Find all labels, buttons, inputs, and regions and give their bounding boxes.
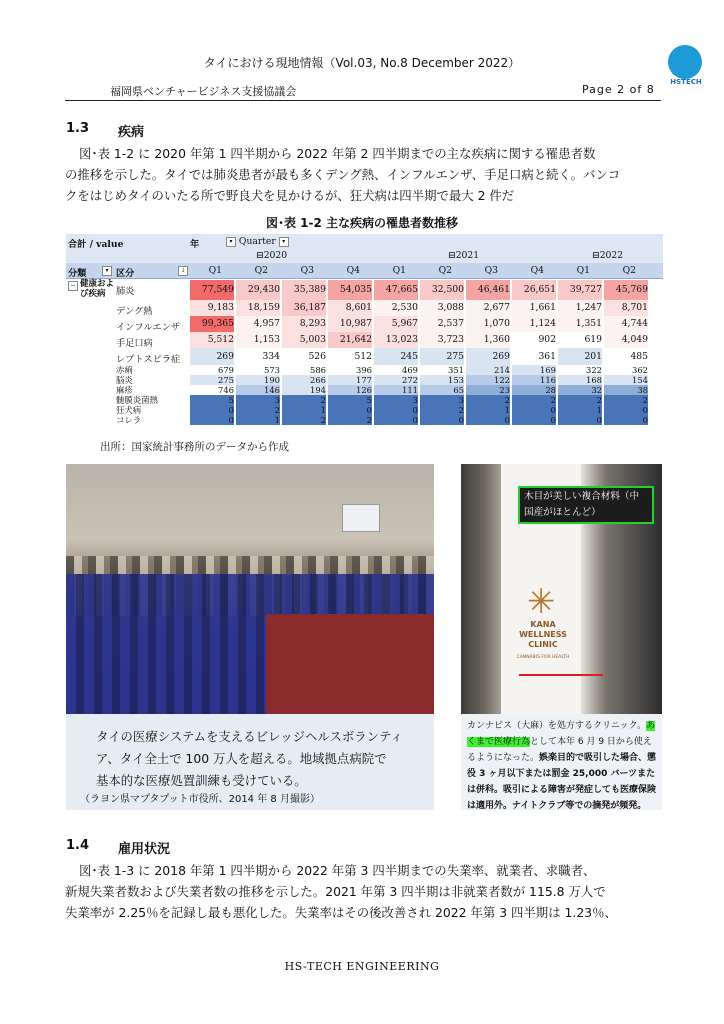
- cannabis-clinic-photo: [461, 464, 662, 714]
- quarter-header: Q1: [208, 265, 222, 276]
- quarter-header: Q4: [346, 265, 360, 276]
- table-cell: 2: [282, 395, 326, 405]
- table-cell: 153: [420, 375, 464, 385]
- table-cell: 8,601: [328, 300, 372, 316]
- table-cell: 2,677: [466, 300, 510, 316]
- logo-text: HSTECH: [670, 78, 702, 86]
- table-cell: 0: [190, 415, 234, 425]
- quarter-filter[interactable]: [226, 236, 289, 247]
- caption-line: 基本的な医療処置訓練も受けている。: [96, 773, 307, 788]
- dropdown-icon[interactable]: ▾: [226, 237, 236, 247]
- table-cell: 266: [282, 375, 326, 385]
- table-cell: 21,642: [328, 332, 372, 348]
- table-cell: 32: [558, 385, 602, 395]
- table-cell: 5: [190, 395, 234, 405]
- page-number: Page 2 of 8: [582, 83, 655, 96]
- projector-screen: [342, 504, 380, 532]
- table-cell: 0: [604, 415, 648, 425]
- filter-icon[interactable]: ▾: [102, 266, 112, 276]
- quarter-header: Q3: [300, 265, 314, 276]
- table-cell: 619: [558, 332, 602, 348]
- table-cell: 154: [604, 375, 648, 385]
- table-cell: 35,389: [282, 280, 326, 300]
- figure-caption: 図･表 1-2 主な疾病の罹患者数推移: [265, 216, 459, 230]
- table-cell: 4,049: [604, 332, 648, 348]
- pivot-sum-label: 合計 / value: [68, 239, 124, 250]
- table-cell: 3,723: [420, 332, 464, 348]
- table-cell: 201: [558, 348, 602, 365]
- year-header-2020[interactable]: ⊟2020: [256, 250, 288, 261]
- table-cell: 36,187: [282, 300, 326, 316]
- table-cell: 1: [236, 415, 280, 425]
- table-cell: 4,957: [236, 316, 280, 332]
- table-cell: 2,537: [420, 316, 464, 332]
- table-cell: 4,744: [604, 316, 648, 332]
- table-cell: 38: [604, 385, 648, 395]
- table-source: 出所：国家統計事務所のデータから作成: [100, 441, 289, 453]
- table-cell: 3: [374, 395, 418, 405]
- table-cell: 245: [374, 348, 418, 365]
- table-cell: 18,159: [236, 300, 280, 316]
- section-title-disease: 疾病: [118, 125, 145, 140]
- table-cell: 2: [558, 395, 602, 405]
- table-cell: 2: [236, 405, 280, 415]
- table-cell: 3: [236, 395, 280, 405]
- table-cell: 1,124: [512, 316, 556, 332]
- col-header-category: 分類: [68, 268, 87, 279]
- table-cell: 469: [374, 365, 418, 375]
- section-number-1-4: 1.4: [66, 838, 90, 853]
- quarter-header: Q2: [438, 265, 452, 276]
- category-label: 健康およ び疾病: [80, 279, 115, 299]
- table-cell: 0: [190, 405, 234, 415]
- table-cell: 526: [282, 348, 326, 365]
- table-cell: 1,360: [466, 332, 510, 348]
- quarter-header: Q1: [392, 265, 406, 276]
- table-cell: 32,500: [420, 280, 464, 300]
- table-cell: 269: [190, 348, 234, 365]
- table-cell: 111: [374, 385, 418, 395]
- section-1-3-paragraph: [65, 143, 663, 206]
- row-label: 赤痢: [116, 365, 133, 375]
- quarter-header: Q1: [576, 265, 590, 276]
- table-cell: 1,070: [466, 316, 510, 332]
- section-number-1-3: 1.3: [66, 121, 90, 136]
- table-cell: 269: [466, 348, 510, 365]
- table-cell: 5: [328, 395, 372, 405]
- table-cell: 1: [558, 405, 602, 415]
- table-cell: 3,088: [420, 300, 464, 316]
- table-cell: 2: [420, 405, 464, 415]
- table-cell: 2: [604, 395, 648, 405]
- table-cell: 322: [558, 365, 602, 375]
- row-label: 麻疹: [116, 385, 133, 395]
- table-cell: 47,665: [374, 280, 418, 300]
- table-cell: 396: [328, 365, 372, 375]
- table-cell: 168: [558, 375, 602, 385]
- table-cell: 0: [512, 405, 556, 415]
- highlighted-text: あくまで医療行為: [467, 721, 656, 747]
- table-cell: 99,365: [190, 316, 234, 332]
- pivot-year-label: 年: [190, 239, 200, 250]
- row-label: 肺炎: [116, 286, 135, 297]
- table-cell: 8,293: [282, 316, 326, 332]
- year-header-2021[interactable]: ⊟2021: [448, 250, 480, 261]
- year-header-2022[interactable]: ⊟2022: [592, 250, 624, 261]
- table-cell: 214: [466, 365, 510, 375]
- table-cell: 39,727: [558, 280, 602, 300]
- photo-credit: （ラヨン県マプタプット市役所、2014 年 8 月撮影）: [80, 794, 320, 805]
- table-cell: 1,351: [558, 316, 602, 332]
- photo-caption-right: カンナビス（大麻）を処方するクリニック。あくまで医療行為として本年 6 月 9 日から使えるようになった。娯楽目的で吸引した場合、懲役 3 ヶ月以下または罰金 25,000 バーツまたは併科。吸引による障害が発症しても医療保険は適用外。ナイトクラブ等での摘発が頻発。: [461, 714, 662, 810]
- clinic-brand: KANA WELLNESS CLINIC CANNABIS FOR HEALTH: [516, 620, 570, 660]
- paragraph-line: 図･表 1-3 に 2018 年第 1 四半期から 2022 年第 3 四半期までの失業率、就業者、求職者、: [79, 863, 596, 878]
- table-cell: 0: [374, 415, 418, 425]
- table-cell: 272: [374, 375, 418, 385]
- table-cell: 13,023: [374, 332, 418, 348]
- document-title: タイにおける現地情報（Vol.03, No.8 December 2022）: [203, 56, 521, 70]
- table-cell: 177: [328, 375, 372, 385]
- table-cell: 116: [512, 375, 556, 385]
- table-cell: 0: [604, 405, 648, 415]
- table-cell: 194: [282, 385, 326, 395]
- quarter-header: Q2: [622, 265, 636, 276]
- table-cell: 1,153: [236, 332, 280, 348]
- table-cell: 0: [466, 415, 510, 425]
- table-cell: 512: [328, 348, 372, 365]
- table-cell: 361: [512, 348, 556, 365]
- caption-line: ア、タイ全土で 100 万人を超える。地域拠点病院で: [96, 751, 387, 766]
- table-cell: 3: [420, 395, 464, 405]
- section-1-4-paragraph: [65, 860, 663, 923]
- table-cell: 0: [512, 415, 556, 425]
- cannabis-leaf-icon: ✳: [527, 582, 556, 622]
- dropdown-icon[interactable]: ▾: [279, 237, 289, 247]
- paragraph-line: の推移を示した。タイでは肺炎患者が最も多くデング熱、インフルエンザ、手足口病と続く。バンコ: [65, 167, 621, 182]
- table-cell: 28: [512, 385, 556, 395]
- table-cell: 122: [466, 375, 510, 385]
- village-health-volunteers-photo: [66, 464, 434, 714]
- table-cell: 573: [236, 365, 280, 375]
- row-label: 狂犬病: [116, 405, 142, 415]
- header-divider: [65, 100, 661, 101]
- table-cell: 362: [604, 365, 648, 375]
- table-cell: 679: [190, 365, 234, 375]
- table-cell: 0: [328, 405, 372, 415]
- table-cell: 5,512: [190, 332, 234, 348]
- row-label: 髄膜炎菌熱: [116, 395, 158, 405]
- paragraph-line: 図･表 1-2 に 2020 年第 1 四半期から 2022 年第 2 四半期までの主な疾病に関する罹患者数: [79, 146, 596, 161]
- footer: HS-TECH ENGINEERING: [284, 960, 440, 973]
- table-cell: 2: [282, 415, 326, 425]
- row-label: デング熱: [116, 306, 153, 317]
- paragraph-line: 新規失業者数および失業者数の推移を示した。2021 年第 3 四半期は非就業者数が 115.8 万人で: [65, 884, 606, 899]
- table-cell: 351: [420, 365, 464, 375]
- quarter-header: Q3: [484, 265, 498, 276]
- row-label: インフルエンザ: [116, 322, 180, 333]
- table-cell: 9,183: [190, 300, 234, 316]
- paragraph-line: 失業率が 2.25％を記録し最も悪化した。失業率はその後改善され 2022 年第 3 四半期は 1.23％、: [65, 905, 617, 920]
- table-cell: 2: [466, 395, 510, 405]
- row-label: レプトスピラ症: [116, 354, 181, 365]
- table-cell: 2: [328, 415, 372, 425]
- row-label: 手足口病: [116, 338, 153, 349]
- table-cell: 169: [512, 365, 556, 375]
- table-cell: 334: [236, 348, 280, 365]
- photo-annotation: 木目が美しい複合材料（中国産がほとんど）: [518, 486, 654, 524]
- photo-caption-left: [66, 714, 434, 810]
- row-label: 脳炎: [116, 375, 133, 385]
- table-cell: 46,461: [466, 280, 510, 300]
- table-cell: 5,003: [282, 332, 326, 348]
- table-cell: 8,701: [604, 300, 648, 316]
- table-cell: 1,661: [512, 300, 556, 316]
- table-cell: 485: [604, 348, 648, 365]
- row-label: コレラ: [116, 415, 142, 425]
- table-cell: 1: [282, 405, 326, 415]
- table-cell: 2: [512, 395, 556, 405]
- hstech-logo: [668, 45, 702, 79]
- table-cell: 26,651: [512, 280, 556, 300]
- table-cell: 0: [420, 415, 464, 425]
- table-cell: 1: [466, 405, 510, 415]
- table-cell: 146: [236, 385, 280, 395]
- table-cell: 126: [328, 385, 372, 395]
- organization-name: 福岡県ベンチャービジネス支援協議会: [110, 85, 297, 98]
- table-cell: 275: [420, 348, 464, 365]
- table-cell: 746: [190, 385, 234, 395]
- sort-icon[interactable]: ↓: [178, 266, 188, 276]
- quarter-header: Q4: [530, 265, 544, 276]
- table-cell: 29,430: [236, 280, 280, 300]
- table-cell: 65: [420, 385, 464, 395]
- table-cell: 45,769: [604, 280, 648, 300]
- paragraph-line: クをはじめタイのいたる所で野良犬を見かけるが、狂犬病は四半期で最大 2 件だ: [65, 188, 515, 203]
- quarter-filter-label: Quarter: [238, 236, 276, 247]
- category-collapse-icon[interactable]: −: [68, 280, 78, 291]
- table-cell: 0: [374, 405, 418, 415]
- table-cell: 275: [190, 375, 234, 385]
- pivot-table: [66, 234, 663, 434]
- caption-line: タイの医療システムを支えるビレッジヘルスボランティ: [96, 729, 403, 744]
- table-cell: 586: [282, 365, 326, 375]
- col-header-disease: 区分: [116, 268, 135, 279]
- table-cell: 1,247: [558, 300, 602, 316]
- table-cell: 902: [512, 332, 556, 348]
- table-cell: 0: [558, 415, 602, 425]
- table-cell: 77,549: [190, 280, 234, 300]
- table-cell: 23: [466, 385, 510, 395]
- highlight-underline: [519, 674, 603, 676]
- section-title-employment: 雇用状況: [118, 842, 171, 857]
- bold-text: 娯楽目的で吸引した場合、懲役 3 ヶ月以下または罰金 25,000 バーツまたは併科。吸引による障害が発症しても医療保険は適用外。ナイトクラブ等での摘発が頻発。: [467, 753, 657, 811]
- table-cell: 10,987: [328, 316, 372, 332]
- table-cell: 190: [236, 375, 280, 385]
- quarter-header: Q2: [254, 265, 268, 276]
- table-cell: 54,035: [328, 280, 372, 300]
- table-cell: 2,530: [374, 300, 418, 316]
- table-cell: 5,967: [374, 316, 418, 332]
